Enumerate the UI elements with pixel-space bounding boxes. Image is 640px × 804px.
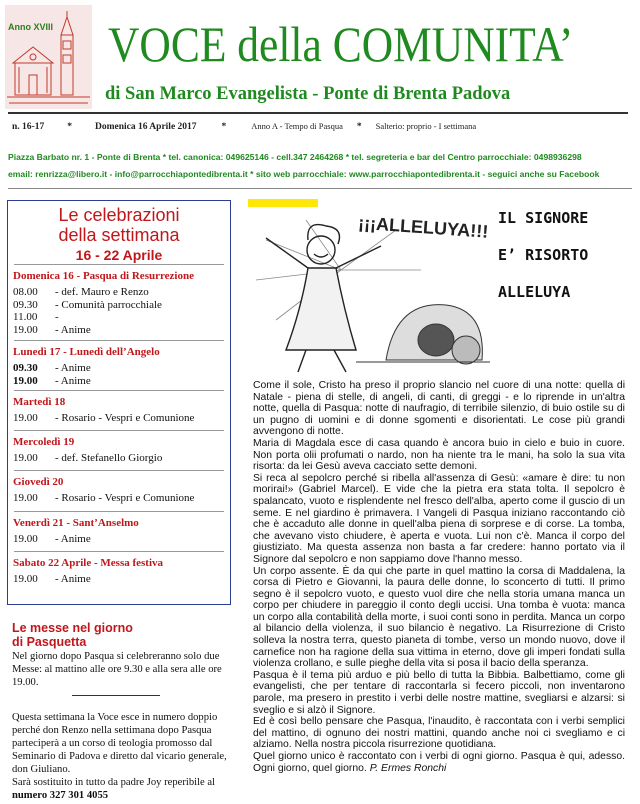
schedule-title-line1: Le celebrazioni: [58, 205, 180, 225]
event-time: 09.30: [13, 362, 38, 374]
separator-line: [72, 695, 160, 696]
headline-line3: ALLELUYA: [498, 283, 571, 301]
replacement-text: Sarà sostituito in tutto da padre Joy reperibile al: [12, 777, 215, 788]
schedule-event: [13, 533, 91, 546]
messe-paragraph: Nel giorno dopo Pasqua si celebreranno solo due Messe: al mattino alle ore 9.30 e alla sera alle ore 19.00.: [12, 651, 222, 688]
schedule-day-label: Venerdì 21 - Sant’Anselmo: [13, 517, 139, 529]
event-time: 19.00: [13, 533, 38, 545]
contact-divider: [8, 188, 632, 189]
event-time: 09.30: [13, 298, 38, 311]
event-time: 19.00: [13, 412, 38, 424]
issue-date: Domenica 16 Aprile 2017: [94, 122, 197, 132]
phone-number: numero 327 301 4055: [12, 790, 109, 801]
event-description: -: [55, 311, 59, 323]
schedule-event: [13, 362, 91, 375]
event-description: - Rosario - Vespri e Comunione: [55, 492, 195, 504]
event-description: - Anime: [55, 573, 91, 585]
event-time: 19.00: [13, 573, 38, 585]
event-description: - Anime: [55, 362, 91, 374]
schedule-event: [13, 375, 91, 388]
messe-title-line1: Le messe nel giorno: [12, 621, 133, 635]
schedule-day-label: Martedì 18: [13, 396, 66, 408]
contact-block: [8, 149, 632, 183]
schedule-title-line2: della settimana: [58, 225, 180, 245]
schedule-divider: [14, 390, 224, 391]
newsletter-title: VOCE della COMUNITA’: [108, 16, 574, 72]
article-paragraph: Un corpo assente. È da qui che parte in quel mattino la corsa di Maddalena, la corsa di Pietro e Giovanni, la paura delle donne, lo sconcerto di tutti. Il primo segno è il sepolcro vuoto, e questo vuol dire che nella storia umana manca un corpo per chiudere in pareggio il conto degli uccisi. Una tomba è vuota: manca un corpo alla contabilità della morte, i suoi conti sono in perdita. Manca un corpo al bilancio della violenza, il suo bilancio è negativo. La Risurrezione di Cristo solleva la nostra terra, questo pianeta di tombe, verso un mondo nuovo, dove il carnefice non ha ragione della sua vittima in eterno, dove gli imperi fondati sulla violenza crollano, e sulle pieghe della vita si posa il bacio della speranza.: [253, 565, 625, 670]
event-description: - Comunità parrocchiale: [55, 298, 162, 311]
article-author: P. Ermes Ronchi: [369, 762, 447, 774]
article-paragraph: Come il sole, Cristo ha preso il proprio slancio nel cuore di una notte: quella di Natale - piena di stelle, di angeli, di canti, di greggi - e lo riprende in un'altra notte, quella di Pasqua: notte di naufragio, di terribile silenzio, di buio ostile su di un pugno di uomini e di donne sgomenti e disorientati. Le cose più grandi avvengono di notte.: [253, 380, 625, 438]
schedule-dates: 16 - 22 Aprile: [75, 247, 163, 263]
schedule-day-label: Lunedì 17 - Lunedì dell’Angelo: [13, 346, 160, 358]
schedule-day-label: Domenica 16 - Pasqua di Resurrezione: [13, 270, 194, 282]
salterio-info: Salterio: proprio - I settimana: [375, 121, 477, 131]
schedule-divider: [14, 511, 224, 512]
headline-line2: E’ RISORTO: [498, 246, 589, 264]
schedule-divider: [14, 430, 224, 431]
schedule-day-label: Sabato 22 Aprile - Messa festiva: [13, 557, 164, 569]
messe-text: [12, 650, 230, 802]
event-description: - Rosario - Vespri e Comunione: [55, 412, 195, 424]
event-time: 19.00: [13, 323, 38, 336]
yellow-highlight-bar: [248, 199, 318, 207]
issue-number: n. 16-17: [12, 122, 45, 132]
event-time: 08.00: [13, 286, 38, 298]
headline-line1: IL SIGNORE: [498, 209, 589, 227]
alleluia-illustration: [246, 210, 490, 375]
article-paragraph: Si reca al sepolcro perché si ribella all'assenza di Gesù: «amare è dire: tu non morirai!» (Gabriel Marcel). E vide che la pietra era stata tolta. Il sepolcro è spalancato, vuoto e risplendente nel fresco dell'alba, aperto come il guscio di un seme. E nel giardino è primavera. I Vangeli di Pasqua iniziano raccontando ciò che è accaduto alle donne in quell'alba piena di sorprese e di corse. La tomba, che avevano visto chiudere, è aperta e vuota. Lui non c'è. Manca il corpo del giustiziato. Ma questa assenza non basta a far credere: hanno portato via il Signore dal sepolcro e non sappiamo dove l'hanno messo.: [253, 472, 625, 565]
schedule-day-label: Mercoledì 19: [13, 436, 75, 448]
event-description: - Anime: [55, 533, 91, 545]
parish-subtitle: di San Marco Evangelista - Ponte di Brenta Padova: [105, 84, 511, 104]
schedule-title: [7, 205, 231, 265]
event-description: - Anime: [55, 323, 91, 336]
schedule-event: [13, 299, 162, 312]
event-description: - def. Mauro e Renzo: [55, 286, 149, 298]
schedule-event: [13, 324, 91, 337]
schedule-event: [13, 286, 149, 299]
header-divider: [8, 112, 628, 114]
replacement-paragraph: [12, 776, 230, 802]
article-paragraph: Maria di Magdala esce di casa quando è ancora buio in cielo e buio in cuore. Non porta olii profumati o nardo, non ha niente tra le mani, ha solo la sua vita risorta: da lei Gesù aveva cacciato sette demoni.: [253, 437, 625, 473]
schedule-divider: [14, 470, 224, 471]
schedule-event: [13, 412, 194, 425]
alleluya-banner: ¡¡¡ALLELUYA!!!: [357, 212, 489, 242]
schedule-event: [13, 452, 162, 465]
schedule-divider: [14, 551, 224, 552]
schedule-event: [13, 311, 59, 324]
headline: [498, 200, 588, 311]
liturgy-info: Anno A - Tempo di Pasqua: [251, 121, 343, 131]
event-description: - Anime: [55, 374, 91, 387]
event-description: - def. Stefanello Giorgio: [55, 452, 163, 464]
article-paragraph: Ed è così bello pensare che Pasqua, l'inaudito, è raccontata con i verbi semplici del mattino, di ognuno dei nostri mattini, quando anche noi ci svegliamo e ci alziamo. Nella nostra piccola risurrezione quotidiana.: [253, 716, 625, 751]
issue-info-bar: n. 16-17 * Domenica 16 Aprile 2017 * Anno A - Tempo di Pasqua * Salterio: proprio - I settimana: [12, 121, 477, 132]
schedule-event: [13, 573, 91, 586]
article-paragraph: Pasqua è il tema più arduo e più bello di tutta la Bibbia. Balbettiamo, come gli evangelisti, che per tentare di raccontarla si fecero piccoli, non inventarono parole, ma presero in prestito i verbi delle nostre mattine, svegliarsi e alzarsi: si sveglio e si alzò il Signore.: [253, 669, 625, 716]
year-label: Anno XVIII: [8, 22, 53, 32]
schedule-divider: [14, 340, 224, 341]
schedule-divider: [14, 264, 224, 265]
article-closing: [253, 751, 625, 774]
easter-article: [253, 380, 625, 774]
messe-title: [12, 621, 133, 649]
notice-paragraph: Questa settimana la Voce esce in numero doppio perché don Renzo nella settimana dopo Pasqua parteciperà a un corso di teologia promosso dal Seminario di Padova e diretto dal vicario generale, don Giuliano.: [12, 712, 227, 775]
schedule-day-label: Giovedì 20: [13, 476, 64, 488]
event-time: 19.00: [13, 452, 38, 464]
event-time: 11.00: [13, 311, 38, 323]
schedule-event: [13, 492, 194, 505]
church-logo: [5, 5, 92, 109]
article-closing-text: Quel giorno unico è raccontato con i verbi di ogni giorno. Pasqua è qui, adesso. Ogni giorno, quel giorno.: [253, 751, 625, 774]
event-time: 19.00: [13, 374, 38, 387]
contact-email-line: email: renrizza@libero.it - info@parrocchiapontedibrenta.it * sito web parrocchiale: www.parrocchiapontedibrenta.it - seguici anche su Facebook: [8, 169, 600, 179]
messe-title-line2: di Pasquetta: [12, 635, 87, 649]
event-time: 19.00: [13, 492, 38, 504]
contact-address-line: Piazza Barbato nr. 1 - Ponte di Brenta * tel. canonica: 049625146 - cell.347 2464268 * tel. segreteria e bar del Centro parrocchiale: 0498936298: [8, 152, 582, 162]
